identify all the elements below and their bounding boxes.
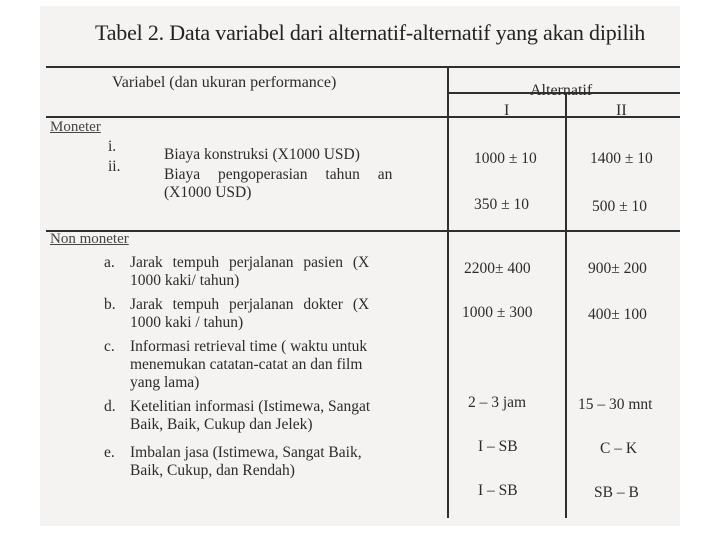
row-marker: i. [108, 138, 117, 155]
group-divider [46, 230, 680, 232]
row-marker: ii. [108, 158, 121, 175]
column-divider-variabel [447, 66, 449, 518]
alt2-value: 15 – 30 mnt [578, 396, 653, 413]
row-description: Imbalan jasa (Istimewa, Sangat Baik, [130, 444, 362, 461]
data-table [46, 66, 680, 518]
alt2-value: SB – B [594, 484, 639, 501]
table-top-border [46, 66, 680, 68]
row-marker: e. [104, 444, 115, 461]
row-description: 1000 kaki/ tahun) [130, 272, 240, 289]
alt2-value: 400± 100 [588, 306, 647, 323]
header-alternatif: Alternatif [530, 82, 593, 99]
row-marker: d. [104, 398, 116, 415]
row-description: Jarak tempuh perjalanan pasien (X [130, 254, 370, 271]
header-variabel: Variabel (dan ukuran performance) [112, 74, 337, 91]
row-description: Biaya konstruksi (X1000 USD) [164, 146, 360, 163]
header-bottom-border [46, 116, 680, 118]
row-description: Jarak tempuh perjalanan dokter (X [130, 296, 370, 313]
row-description: Biaya pengoperasian tahun an [164, 166, 393, 183]
alt2-value: 500 ± 10 [592, 198, 648, 215]
alt2-value: 1400 ± 10 [590, 150, 653, 167]
row-description: 1000 kaki / tahun) [130, 314, 244, 331]
header-alt-2: II [616, 102, 627, 119]
row-marker: c. [104, 338, 115, 355]
alt1-value: 2 – 3 jam [468, 394, 527, 411]
table-title: Tabel 2. Data variabel dari alternatif-alternatif yang akan dipilih [95, 20, 646, 45]
alt1-value: 1000 ± 300 [462, 304, 533, 321]
row-description: Baik, Baik, Cukup dan Jelek) [130, 416, 313, 433]
header-alt-1: I [504, 102, 510, 119]
row-marker: b. [104, 296, 116, 313]
group-label-non-moneter: Non moneter [50, 231, 129, 247]
alt1-value: 1000 ± 10 [474, 150, 537, 167]
alt1-value: I – SB [478, 438, 518, 455]
row-description: yang lama) [130, 374, 200, 391]
alt2-value: 900± 200 [588, 260, 647, 277]
row-marker: a. [104, 254, 115, 271]
row-description: Informasi retrieval time ( waktu untuk [130, 338, 368, 355]
row-description: (X1000 USD) [164, 184, 252, 201]
column-divider-alt [565, 92, 567, 518]
alt2-value: C – K [600, 440, 638, 457]
alt1-value: I – SB [478, 482, 518, 499]
alt1-value: 350 ± 10 [474, 196, 530, 213]
row-description: Baik, Cukup, dan Rendah) [130, 462, 295, 479]
row-description: Ketelitian informasi (Istimewa, Sangat [130, 398, 371, 415]
alt1-value: 2200± 400 [464, 260, 531, 277]
row-description: menemukan catatan-catat an dan film [130, 356, 363, 373]
group-label-moneter: Moneter [50, 119, 101, 135]
